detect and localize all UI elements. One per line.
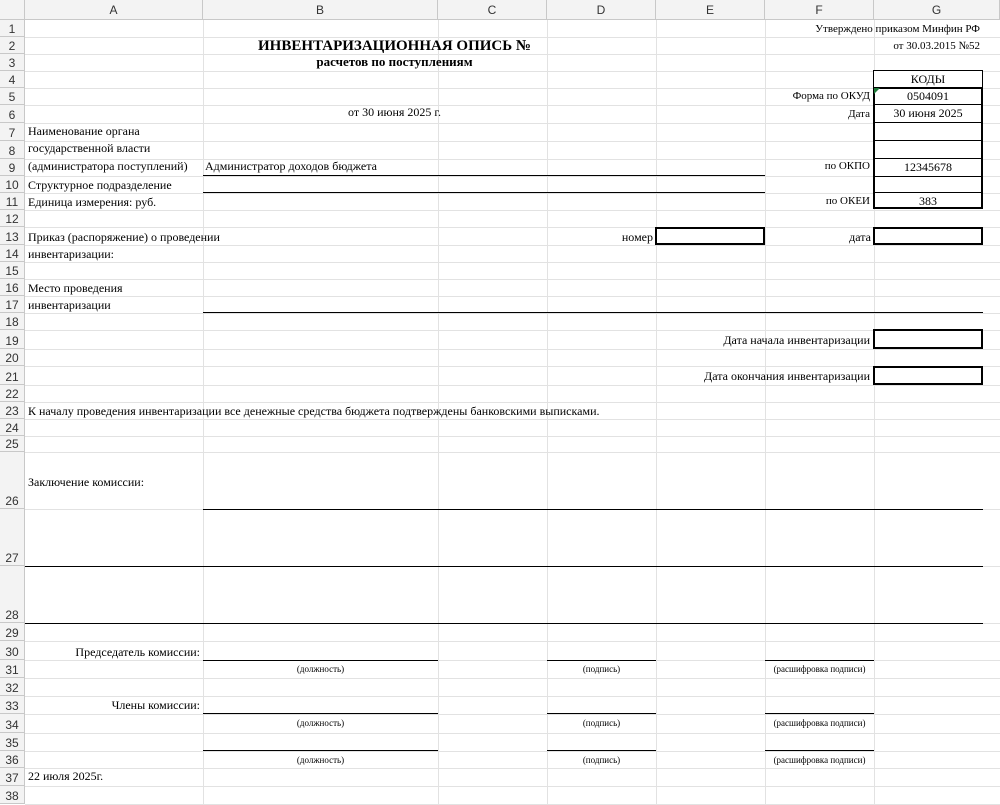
- document-subtitle: расчетов по поступлениям: [316, 54, 473, 69]
- order-date-field[interactable]: [873, 227, 983, 245]
- grid-column-line: [765, 20, 766, 804]
- chairman-decode-hint: (расшифровка подписи): [773, 664, 866, 674]
- grid-row-line: [25, 436, 1000, 437]
- struct-underline: [203, 192, 765, 193]
- row-header[interactable]: 14: [0, 245, 25, 262]
- grid-row-line: [25, 678, 1000, 679]
- comment-indicator-icon: [874, 88, 880, 94]
- grid-row-line: [25, 123, 1000, 124]
- grid-row-line: [25, 751, 1000, 752]
- chairman-signature-hint: (подпись): [582, 664, 621, 674]
- row-header[interactable]: 21: [0, 366, 25, 385]
- row-header[interactable]: 25: [0, 436, 25, 452]
- grid-row-line: [25, 733, 1000, 734]
- okpo-label: по ОКПО: [824, 160, 870, 172]
- row-header[interactable]: 13: [0, 227, 25, 245]
- row-header[interactable]: 30: [0, 641, 25, 660]
- member2-decode-line: [765, 750, 874, 751]
- start-date-label: Дата начала инвентаризации: [723, 333, 870, 347]
- grid-row-line: [25, 245, 1000, 246]
- chairman-label: Председатель комиссии:: [75, 645, 200, 659]
- member2-decode-hint: (расшифровка подписи): [773, 755, 866, 765]
- column-header-f[interactable]: F: [765, 0, 874, 20]
- select-all-corner[interactable]: [0, 0, 25, 20]
- row-header[interactable]: 8: [0, 141, 25, 159]
- statement-text: К началу проведения инвентаризации все денежные средства бюджета подтверждены банковскими выписками.: [28, 404, 600, 418]
- column-header-bar: [0, 0, 1000, 20]
- okei-code[interactable]: 383: [873, 193, 983, 209]
- okud-code[interactable]: 0504091: [873, 88, 983, 105]
- org-underline: [203, 175, 765, 176]
- row-header[interactable]: 26: [0, 452, 25, 509]
- unit-label: Единица измерения: руб.: [28, 195, 157, 209]
- chairman-position-line: [203, 660, 438, 661]
- row-header[interactable]: 27: [0, 509, 25, 566]
- row-header[interactable]: 10: [0, 176, 25, 193]
- column-header-e[interactable]: E: [656, 0, 765, 20]
- column-header-c[interactable]: C: [438, 0, 547, 20]
- row-header[interactable]: 1: [0, 20, 25, 37]
- org-code-empty-2[interactable]: [873, 141, 983, 159]
- approved-line-2: от 30.03.2015 №52: [893, 40, 980, 52]
- row-header[interactable]: 38: [0, 786, 25, 804]
- conclusion-line-2: [25, 566, 983, 567]
- grid-row-line: [25, 768, 1000, 769]
- members-label: Члены комиссии:: [111, 698, 200, 712]
- row-header[interactable]: 6: [0, 105, 25, 123]
- order-date-label: дата: [849, 230, 871, 244]
- row-header[interactable]: 24: [0, 419, 25, 436]
- member1-position-line: [203, 713, 438, 714]
- grid-row-line: [25, 210, 1000, 211]
- footer-date: 22 июля 2025г.: [28, 769, 104, 783]
- member2-position-hint: (должность): [296, 755, 345, 765]
- end-date-label: Дата окончания инвентаризации: [704, 369, 870, 383]
- row-header[interactable]: 36: [0, 751, 25, 768]
- org-label-line-2: государственной власти: [28, 141, 151, 155]
- conclusion-line-3: [25, 623, 983, 624]
- grid-row-line: [25, 402, 1000, 403]
- row-header[interactable]: 22: [0, 385, 25, 402]
- grid-row-line: [25, 366, 1000, 367]
- org-label-line-1: Наименование органа: [28, 124, 140, 138]
- date-code[interactable]: 30 июня 2025: [873, 105, 983, 123]
- org-label-line-3: (администратора поступлений): [28, 159, 188, 173]
- conclusion-line-1: [203, 509, 983, 510]
- row-header[interactable]: 37: [0, 768, 25, 786]
- grid-row-line: [25, 176, 1000, 177]
- order-number-field[interactable]: [655, 227, 765, 245]
- row-header[interactable]: 17: [0, 296, 25, 313]
- row-header[interactable]: 11: [0, 193, 25, 210]
- row-header[interactable]: 29: [0, 623, 25, 641]
- member1-signature-line: [547, 713, 656, 714]
- grid-row-line: [25, 296, 1000, 297]
- row-header[interactable]: 7: [0, 123, 25, 141]
- row-header[interactable]: 2: [0, 37, 25, 54]
- order-label-line-1: Приказ (распоряжение) о проведении: [28, 230, 220, 244]
- grid-row-line: [25, 385, 1000, 386]
- row-header[interactable]: 4: [0, 71, 25, 88]
- row-header[interactable]: 3: [0, 54, 25, 71]
- member1-position-hint: (должность): [296, 718, 345, 728]
- column-header-d[interactable]: D: [547, 0, 656, 20]
- conclusion-label: Заключение комиссии:: [28, 475, 145, 489]
- order-label-line-2: инвентаризации:: [28, 247, 114, 261]
- row-header[interactable]: 23: [0, 402, 25, 419]
- row-header[interactable]: 12: [0, 210, 25, 227]
- grid-row-line: [25, 641, 1000, 642]
- row-header[interactable]: 34: [0, 714, 25, 733]
- row-header[interactable]: 32: [0, 678, 25, 696]
- row-header[interactable]: 33: [0, 696, 25, 714]
- grid-row-line: [25, 279, 1000, 280]
- row-header[interactable]: 31: [0, 660, 25, 678]
- row-header[interactable]: 15: [0, 262, 25, 279]
- okud-label: Форма по ОКУД: [792, 90, 870, 102]
- org-code-empty[interactable]: [873, 123, 983, 141]
- end-date-field[interactable]: [873, 366, 983, 385]
- row-header[interactable]: 20: [0, 349, 25, 366]
- start-date-field[interactable]: [873, 329, 983, 349]
- okei-label: по ОКЕИ: [825, 195, 870, 207]
- grid-row-line: [25, 227, 1000, 228]
- order-number-label: номер: [621, 230, 653, 244]
- member2-position-line: [203, 750, 438, 751]
- org-value[interactable]: Администратор доходов бюджета: [205, 159, 377, 173]
- column-header-g[interactable]: G: [874, 0, 1000, 20]
- row-header[interactable]: 5: [0, 88, 25, 105]
- member2-signature-hint: (подпись): [582, 755, 621, 765]
- grid-row-line: [25, 141, 1000, 142]
- member1-signature-hint: (подпись): [582, 718, 621, 728]
- row-header[interactable]: 9: [0, 159, 25, 176]
- struct-label: Структурное подразделение: [28, 178, 172, 192]
- document-date: от 30 июня 2025 г.: [348, 105, 441, 119]
- column-header-a[interactable]: A: [25, 0, 203, 20]
- row-header[interactable]: 18: [0, 313, 25, 330]
- member1-decode-line: [765, 713, 874, 714]
- grid-row-line: [25, 262, 1000, 263]
- column-header-b[interactable]: B: [203, 0, 438, 20]
- row-header[interactable]: 28: [0, 566, 25, 623]
- grid-column-line: [656, 20, 657, 804]
- grid-row-line: [25, 313, 1000, 314]
- place-label-line-2: инвентаризации: [28, 298, 111, 312]
- row-header[interactable]: 16: [0, 279, 25, 296]
- grid-row-line: [25, 714, 1000, 715]
- grid-row-line: [25, 419, 1000, 420]
- grid-row-line: [25, 786, 1000, 787]
- approved-line-1: Утверждено приказом Минфин РФ: [815, 23, 980, 35]
- row-header[interactable]: 19: [0, 330, 25, 349]
- chairman-signature-line: [547, 660, 656, 661]
- date-label: Дата: [848, 108, 870, 120]
- member2-signature-line: [547, 750, 656, 751]
- struct-code-empty[interactable]: [873, 177, 983, 193]
- place-label-line-1: Место проведения: [28, 281, 123, 295]
- grid-row-line: [25, 696, 1000, 697]
- place-underline: [203, 312, 983, 313]
- grid-row-line: [25, 330, 1000, 331]
- document-title: ИНВЕНТАРИЗАЦИОННАЯ ОПИСЬ №: [257, 38, 531, 54]
- okpo-code[interactable]: 12345678: [873, 159, 983, 177]
- row-header[interactable]: 35: [0, 733, 25, 751]
- grid-row-line: [25, 452, 1000, 453]
- grid-row-line: [25, 71, 1000, 72]
- member1-decode-hint: (расшифровка подписи): [773, 718, 866, 728]
- codes-header: КОДЫ: [873, 70, 983, 88]
- chairman-position-hint: (должность): [296, 664, 345, 674]
- chairman-decode-line: [765, 660, 874, 661]
- grid-row-line: [25, 349, 1000, 350]
